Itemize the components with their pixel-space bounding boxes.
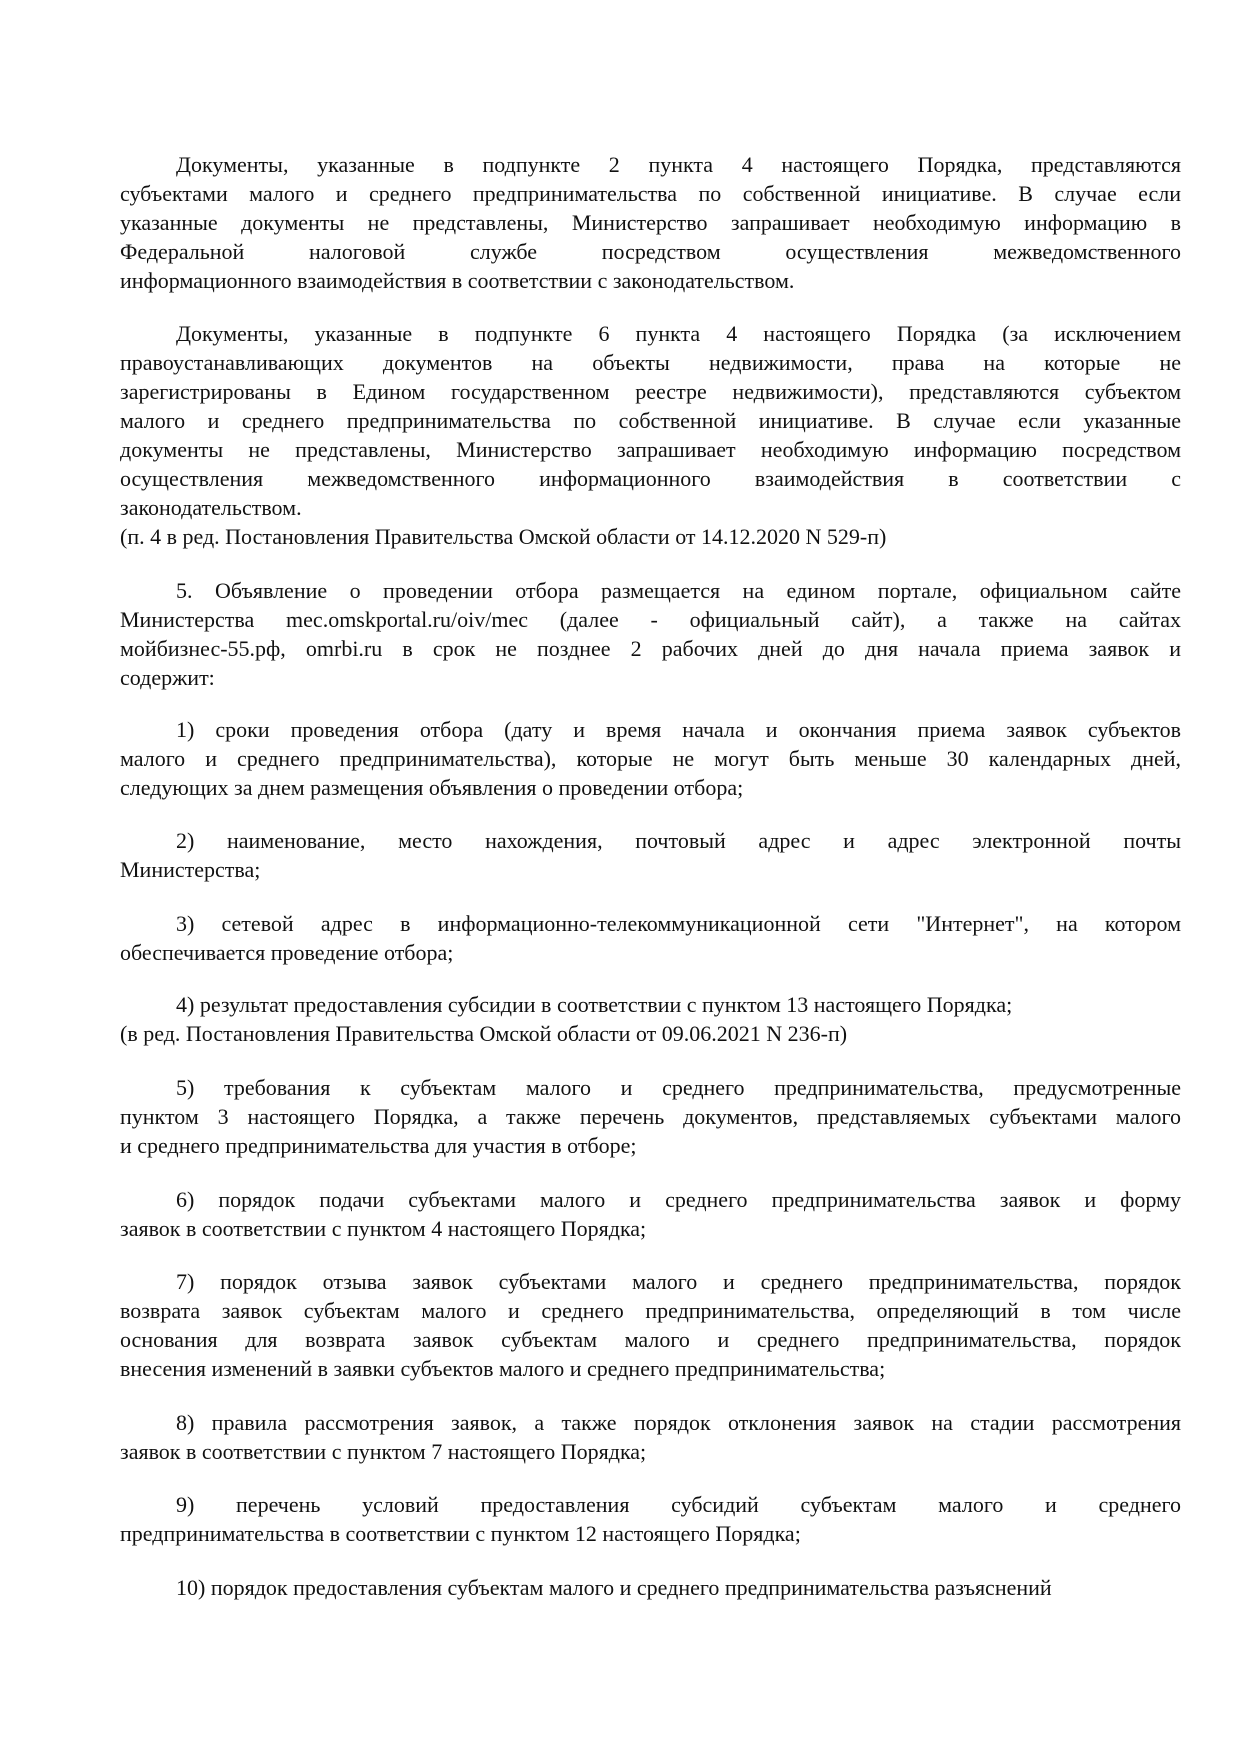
text-line: 1) сроки проведения отбора (дату и время начала и окончания приема заявок субъектов — [176, 717, 1181, 742]
paragraph — [120, 990, 1181, 1048]
text-line: возврата заявок субъектам малого и среднего предпринимательства, определяющий в том числе — [120, 1298, 1181, 1323]
text-line: 5. Объявление о проведении отбора размещается на едином портале, официальном сайте — [176, 578, 1181, 603]
text-line: документы не представлены, Министерство запрашивает необходимую информацию посредством — [120, 437, 1181, 462]
text-line: зарегистрированы в Едином государственном реестре недвижимости), представляются субъектом — [120, 379, 1181, 404]
text-line: внесения изменений в заявки субъектов малого и среднего предпринимательства; — [120, 1356, 886, 1381]
paragraph — [120, 826, 1181, 884]
text-line: Федеральной налоговой службе посредством осуществления межведомственного — [120, 239, 1181, 264]
text-line: Документы, указанные в подпункте 2 пункта 4 настоящего Порядка, представляются — [176, 152, 1181, 177]
paragraph — [120, 909, 1181, 967]
text-line: субъектами малого и среднего предпринимательства по собственной инициативе. В случае если — [120, 181, 1181, 206]
text-line: 7) порядок отзыва заявок субъектами малого и среднего предпринимательства, порядок — [176, 1269, 1181, 1294]
text-line: и среднего предпринимательства для участия в отборе; — [120, 1133, 637, 1158]
text-line: указанные документы не представлены, Министерство запрашивает необходимую информацию в — [120, 210, 1181, 235]
text-line: следующих за днем размещения объявления о проведении отбора; — [120, 775, 744, 800]
paragraph — [120, 150, 1181, 295]
text-line: законодательством. — [120, 495, 302, 520]
text-line: 3) сетевой адрес в информационно-телекоммуникационной сети "Интернет", на котором — [176, 911, 1181, 936]
paragraph — [120, 1073, 1181, 1160]
text-line: мойбизнес-55.рф, omrbi.ru в срок не позднее 2 рабочих дней до дня начала приема заявок и — [120, 636, 1181, 661]
text-line: Министерства mec.omskportal.ru/oiv/mec (далее - официальный сайт), а также на сайтах — [120, 607, 1181, 632]
text-line: 6) порядок подачи субъектами малого и среднего предпринимательства заявок и форму — [176, 1187, 1181, 1212]
text-line: заявок в соответствии с пунктом 4 настоящего Порядка; — [120, 1216, 647, 1241]
text-line: пунктом 3 настоящего Порядка, а также перечень документов, представляемых субъектами малого — [120, 1104, 1181, 1129]
paragraph — [120, 715, 1181, 802]
text-line: осуществления межведомственного информационного взаимодействия в соответствии с — [120, 466, 1181, 491]
paragraph — [120, 1573, 1181, 1602]
text-line: 10) порядок предоставления субъектам малого и среднего предпринимательства разъяснений — [176, 1575, 1052, 1600]
paragraph — [120, 576, 1181, 692]
text-line: 2) наименование, место нахождения, почтовый адрес и адрес электронной почты — [176, 828, 1181, 853]
paragraph — [120, 1267, 1181, 1383]
text-line: обеспечивается проведение отбора; — [120, 940, 454, 965]
text-line: Министерства; — [120, 857, 261, 882]
text-line: 9) перечень условий предоставления субсидий субъектам малого и среднего — [176, 1492, 1181, 1517]
text-line: Документы, указанные в подпункте 6 пункта 4 настоящего Порядка (за исключением — [176, 321, 1181, 346]
text-line: предпринимательства в соответствии с пунктом 12 настоящего Порядка; — [120, 1521, 801, 1546]
text-line: 8) правила рассмотрения заявок, а также порядок отклонения заявок на стадии рассмотрения — [176, 1410, 1181, 1435]
paragraph — [120, 1490, 1181, 1548]
paragraph — [120, 1185, 1181, 1243]
text-line: правоустанавливающих документов на объекты недвижимости, права на которые не — [120, 350, 1181, 375]
paragraph — [120, 1408, 1181, 1466]
text-line: малого и среднего предпринимательства по собственной инициативе. В случае если указанные — [120, 408, 1181, 433]
amendment-note: (в ред. Постановления Правительства Омской области от 09.06.2021 N 236-п) — [120, 1021, 848, 1046]
text-line: 5) требования к субъектам малого и среднего предпринимательства, предусмотренные — [176, 1075, 1181, 1100]
text-line: содержит: — [120, 665, 215, 690]
paragraph — [120, 319, 1181, 551]
text-line: 4) результат предоставления субсидии в соответствии с пунктом 13 настоящего Порядка; — [176, 992, 1013, 1017]
text-line: заявок в соответствии с пунктом 7 настоящего Порядка; — [120, 1439, 647, 1464]
text-line: основания для возврата заявок субъектам малого и среднего предпринимательства, порядок — [120, 1327, 1181, 1352]
text-line: информационного взаимодействия в соответствии с законодательством. — [120, 268, 795, 293]
text-line: малого и среднего предпринимательства), которые не могут быть меньше 30 календарных дней, — [120, 746, 1181, 771]
amendment-note: (п. 4 в ред. Постановления Правительства Омской области от 14.12.2020 N 529-п) — [120, 524, 887, 549]
